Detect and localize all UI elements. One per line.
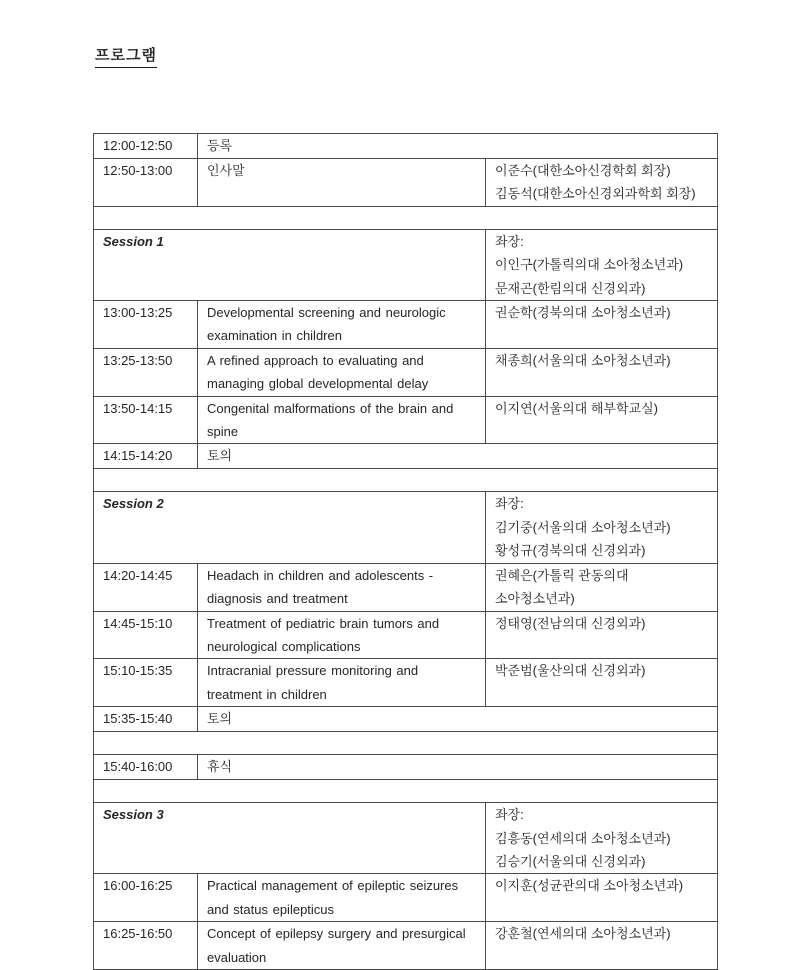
table-row bbox=[94, 444, 718, 469]
speaker-cell bbox=[486, 563, 718, 611]
title-line: Practical management of epileptic seizures bbox=[207, 878, 459, 894]
chair-line: 좌장: bbox=[495, 807, 524, 823]
speaker-line: 이준수(대한소아신경학회 회장) bbox=[495, 163, 671, 178]
speaker-cell bbox=[486, 159, 718, 207]
title-line: examination in children bbox=[207, 328, 342, 344]
time-cell: 16:00-16:25 bbox=[94, 874, 198, 922]
table-row bbox=[94, 492, 718, 563]
speaker-line: 박준범(울산의대 신경외과) bbox=[495, 663, 646, 679]
table-row bbox=[94, 348, 718, 396]
table-row bbox=[94, 229, 718, 300]
table-row bbox=[94, 755, 718, 780]
title-line: treatment in children bbox=[207, 686, 327, 702]
chair-line: 김흥동(연세의대 소아청소년과) bbox=[495, 830, 671, 846]
speaker-cell bbox=[486, 611, 718, 659]
time-cell: 15:40-16:00 bbox=[94, 755, 198, 780]
title-cell bbox=[198, 874, 486, 922]
time-cell: 13:50-14:15 bbox=[94, 396, 198, 444]
title-line: Headach in children and adolescents - bbox=[207, 567, 434, 583]
title-cell: 등록 bbox=[198, 134, 718, 159]
page-title: 프로그램 bbox=[95, 44, 157, 68]
title-line: Intracranial pressure monitoring and bbox=[207, 663, 419, 679]
time-cell: 12:50-13:00 bbox=[94, 159, 198, 207]
time-cell: 14:45-15:10 bbox=[94, 611, 198, 659]
chair-cell bbox=[486, 229, 718, 300]
title-cell: 휴식 bbox=[198, 755, 718, 780]
speaker-line: 김동석(대한소아신경외과학회 회장) bbox=[495, 186, 696, 202]
time-cell: 13:25-13:50 bbox=[94, 348, 198, 396]
table-row bbox=[94, 159, 718, 207]
title-cell: 토의 bbox=[198, 707, 718, 732]
title-cell bbox=[198, 563, 486, 611]
table-row bbox=[94, 659, 718, 707]
title-line: diagnosis and treatment bbox=[207, 591, 348, 607]
table-row bbox=[94, 803, 718, 874]
title-line: neurological complications bbox=[207, 638, 361, 654]
speaker-line: 이지훈(성균관의대 소아청소년과) bbox=[495, 878, 684, 894]
speaker-cell bbox=[486, 348, 718, 396]
session-label-cell: Session 3 bbox=[94, 803, 486, 874]
title-line: 인사말 bbox=[207, 163, 245, 178]
title-cell: 토의 bbox=[198, 444, 718, 469]
title-cell bbox=[198, 159, 486, 207]
time-cell: 13:00-13:25 bbox=[94, 301, 198, 349]
table-row bbox=[94, 874, 718, 922]
title-line: and status epilepticus bbox=[207, 901, 335, 917]
speaker-line: 이지연(서울의대 해부학교실) bbox=[495, 400, 658, 416]
chair-cell bbox=[486, 803, 718, 874]
speaker-line: 권혜은(가톨릭 관동의대 bbox=[495, 567, 629, 583]
table-row bbox=[94, 707, 718, 732]
title-cell bbox=[198, 348, 486, 396]
title-cell bbox=[198, 301, 486, 349]
table-row bbox=[94, 134, 718, 159]
spacer-row bbox=[94, 732, 718, 755]
chair-cell bbox=[486, 492, 718, 563]
title-line: Developmental screening and neurologic bbox=[207, 305, 446, 321]
table-row bbox=[94, 611, 718, 659]
spacer-row bbox=[94, 469, 718, 492]
title-cell bbox=[198, 611, 486, 659]
chair-line: 황성규(경북의대 신경외과) bbox=[495, 543, 646, 559]
title-cell bbox=[198, 396, 486, 444]
speaker-line: 채종희(서울의대 소아청소년과) bbox=[495, 352, 671, 368]
chair-line: 좌장: bbox=[495, 496, 524, 512]
title-line: Concept of epilepsy surgery and presurgical bbox=[207, 926, 466, 942]
spacer-row bbox=[94, 206, 718, 229]
table-row bbox=[94, 922, 718, 970]
chair-line: 좌장: bbox=[495, 233, 524, 249]
table-row bbox=[94, 396, 718, 444]
title-line: evaluation bbox=[207, 949, 267, 965]
title-line: Congenital malformations of the brain and bbox=[207, 400, 454, 416]
title-cell bbox=[198, 922, 486, 970]
program-table bbox=[93, 133, 718, 970]
chair-line: 김승기(서울의대 신경외과) bbox=[495, 853, 646, 869]
speaker-line: 소아청소년과) bbox=[495, 591, 575, 607]
session-label-cell: Session 2 bbox=[94, 492, 486, 563]
spacer-row bbox=[94, 780, 718, 803]
title-line: A refined approach to evaluating and bbox=[207, 352, 424, 368]
chair-line: 이인구(가톨릭의대 소아청소년과) bbox=[495, 257, 684, 273]
speaker-cell bbox=[486, 396, 718, 444]
spacer-cell bbox=[94, 732, 718, 755]
speaker-cell bbox=[486, 301, 718, 349]
speaker-line: 권순학(경북의대 소아청소년과) bbox=[495, 305, 671, 321]
time-cell: 16:25-16:50 bbox=[94, 922, 198, 970]
table-row bbox=[94, 563, 718, 611]
table-row bbox=[94, 301, 718, 349]
time-cell: 15:10-15:35 bbox=[94, 659, 198, 707]
title-line: managing global developmental delay bbox=[207, 376, 429, 392]
speaker-cell bbox=[486, 874, 718, 922]
title-line: spine bbox=[207, 424, 239, 440]
spacer-cell bbox=[94, 206, 718, 229]
time-cell: 14:15-14:20 bbox=[94, 444, 198, 469]
speaker-line: 정태영(전남의대 신경외과) bbox=[495, 615, 646, 631]
title-cell bbox=[198, 659, 486, 707]
speaker-line: 강훈철(연세의대 소아청소년과) bbox=[495, 926, 671, 942]
chair-line: 문재곤(한림의대 신경외과) bbox=[495, 280, 646, 296]
speaker-cell bbox=[486, 922, 718, 970]
time-cell: 12:00-12:50 bbox=[94, 134, 198, 159]
title-line: Treatment of pediatric brain tumors and bbox=[207, 615, 440, 631]
spacer-cell bbox=[94, 780, 718, 803]
session-label-cell: Session 1 bbox=[94, 229, 486, 300]
spacer-cell bbox=[94, 469, 718, 492]
speaker-cell bbox=[486, 659, 718, 707]
chair-line: 김기중(서울의대 소아청소년과) bbox=[495, 519, 671, 535]
time-cell: 14:20-14:45 bbox=[94, 563, 198, 611]
time-cell: 15:35-15:40 bbox=[94, 707, 198, 732]
